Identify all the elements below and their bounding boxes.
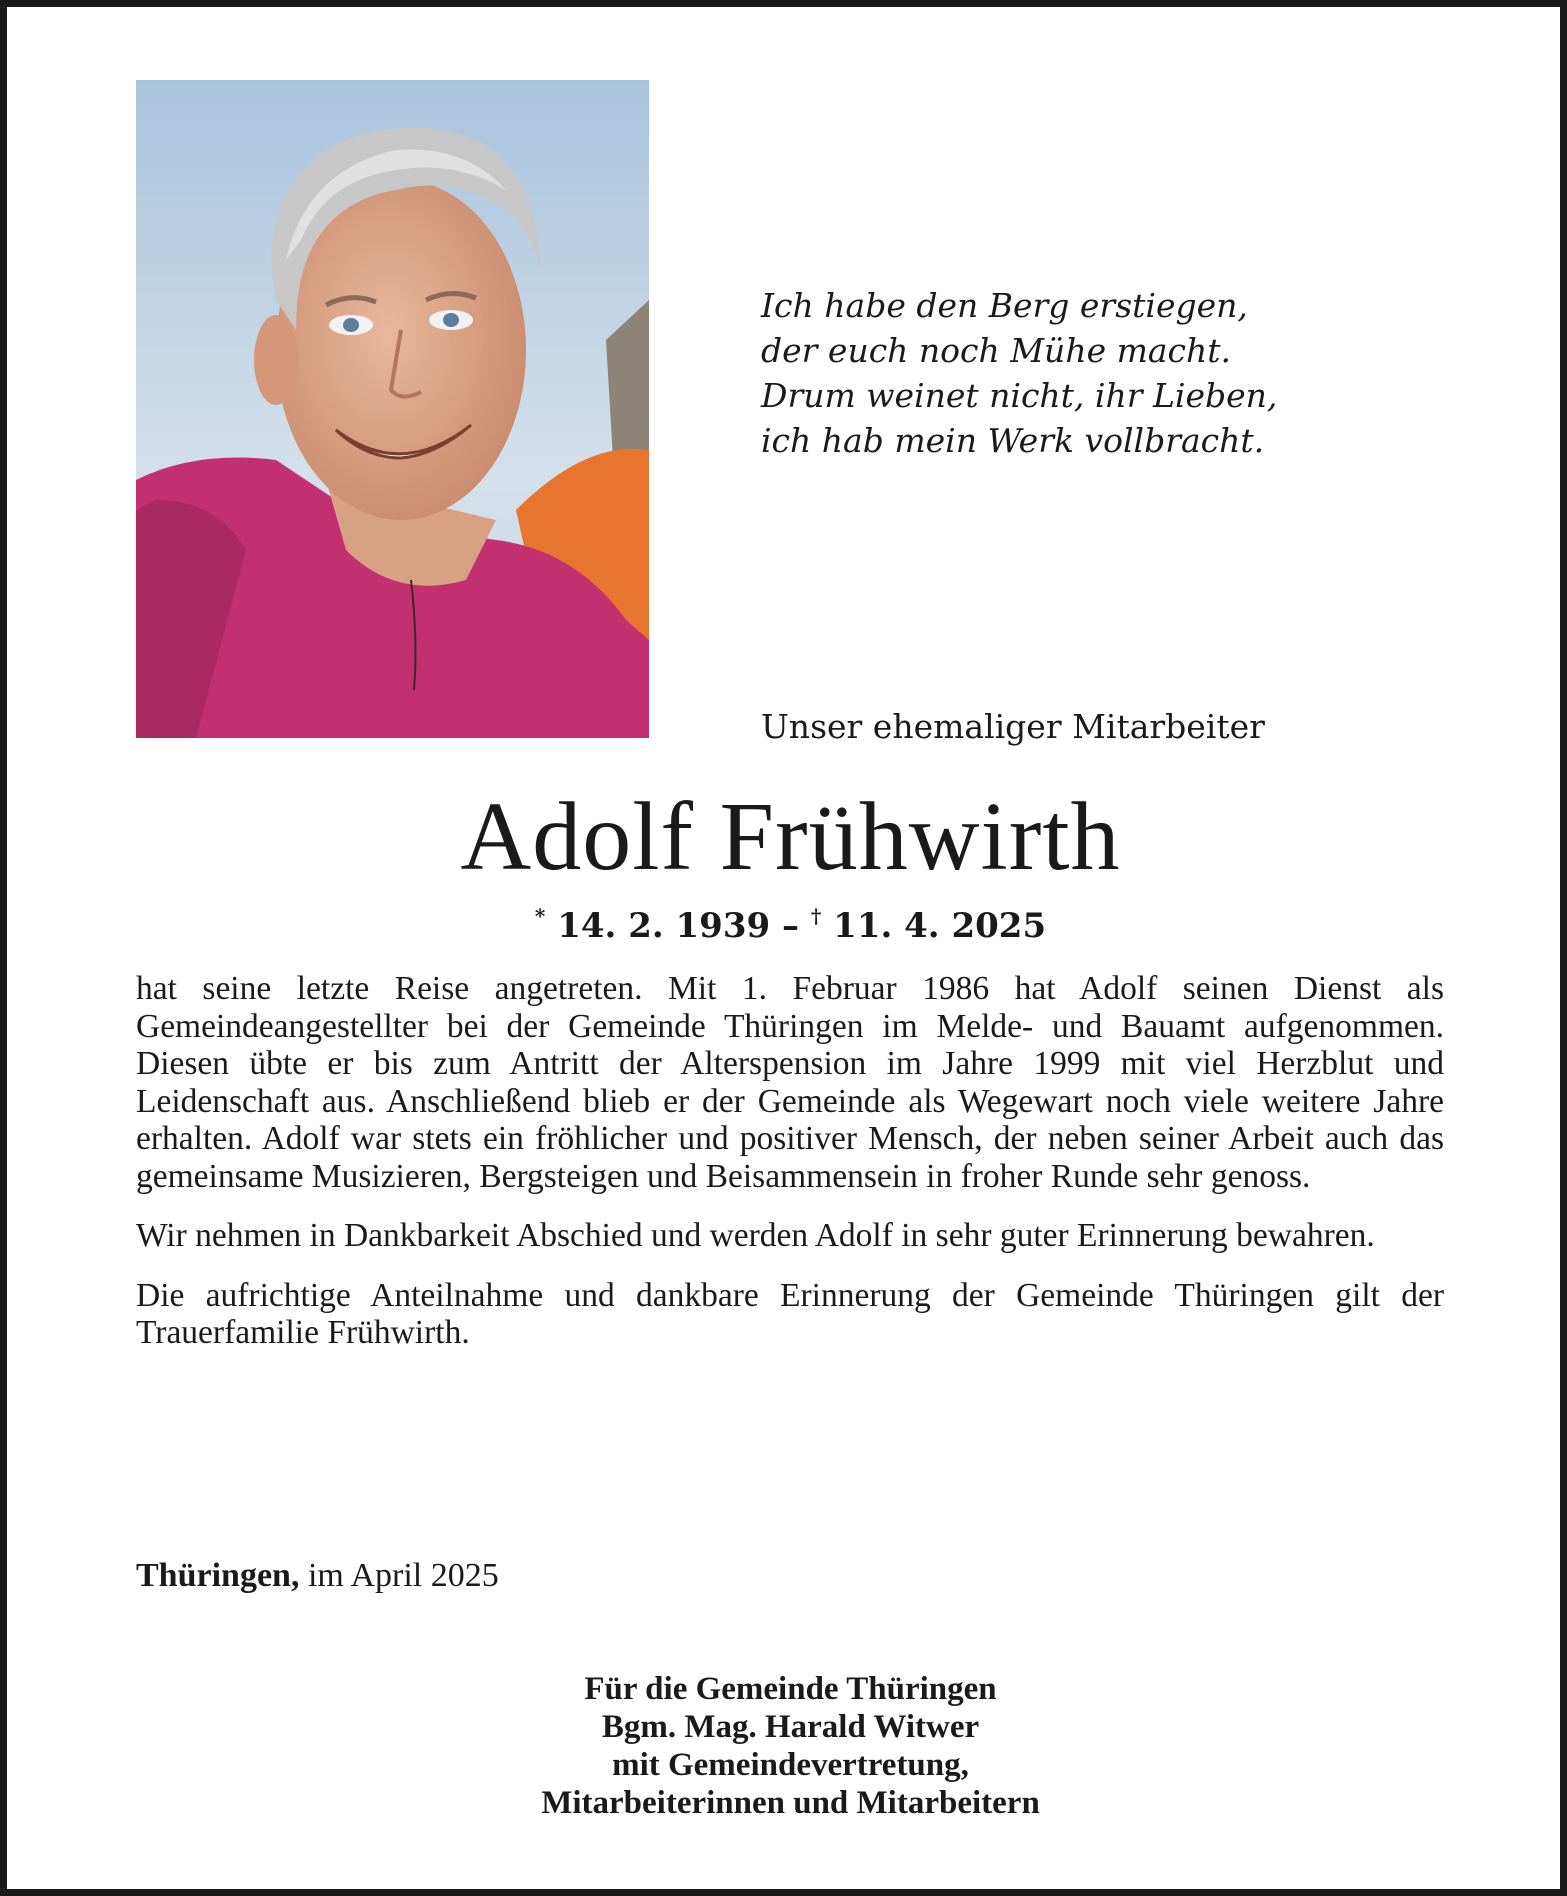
deceased-name: Adolf Frühwirth (460, 783, 1121, 891)
poem (761, 283, 1277, 463)
poem-line: der euch noch Mühe macht. (761, 331, 1232, 370)
date-separator: – (782, 906, 799, 946)
body-paragraph: Wir nehmen in Dankbarkeit Abschied und werden Adolf in sehr guter Erinnerung bewahren. (136, 1217, 1375, 1254)
birth-date: 14. 2. 1939 (557, 906, 771, 946)
body-paragraph: hat seine letzte Reise angetreten. Mit 1. Februar 1986 hat Adolf seinen Dienst als Gemeindeangestellter bei der Gemeinde Thüringen im Melde- und Bauamt aufgenommen. Diesen übte er bis zum Antritt der Alterspension im Jahre 1999 mit viel Herzblut und Leidenschaft aus. Anschließend blieb er der Gemeinde als Wegewart noch viele weitere Jahre erhalten. Adolf war stets ein fröhlicher und positiver Mensch, der neben seiner Arbeit auch das gemeinsame Musizieren, Bergsteigen und Beisammensein in froher Runde sehr genoss. (136, 970, 1444, 1195)
body-paragraph: Die aufrichtige Anteilnahme und dankbare Erinnerung der Gemeinde Thüringen gilt der Trauerfamilie Frühwirth. (136, 1276, 1444, 1351)
signature-line: mit Gemeindevertretung, (612, 1747, 969, 1783)
poem-line: Ich habe den Berg erstiegen, (761, 286, 1248, 325)
poem-line: ich hab mein Werk vollbracht. (761, 421, 1265, 460)
obituary-body (136, 970, 1444, 1374)
intro-text: Unser ehemaliger Mitarbeiter (761, 707, 1265, 746)
poem-line: Drum weinet nicht, ihr Lieben, (761, 376, 1278, 415)
death-date: 11. 4. 2025 (833, 906, 1047, 946)
signature-block (7, 1670, 1567, 1822)
place-town: Thüringen, (136, 1557, 300, 1594)
signature-line: Mitarbeiterinnen und Mitarbeitern (541, 1785, 1040, 1821)
death-symbol: † (810, 904, 822, 928)
portrait-photo (136, 80, 649, 738)
signature-line: Bgm. Mag. Harald Witwer (601, 1709, 980, 1745)
life-dates (7, 894, 1567, 948)
signature-line: Für die Gemeinde Thüringen (584, 1671, 997, 1707)
birth-symbol: * (534, 904, 546, 928)
place-date (136, 1554, 499, 1598)
place-date-text: im April 2025 (299, 1557, 499, 1594)
